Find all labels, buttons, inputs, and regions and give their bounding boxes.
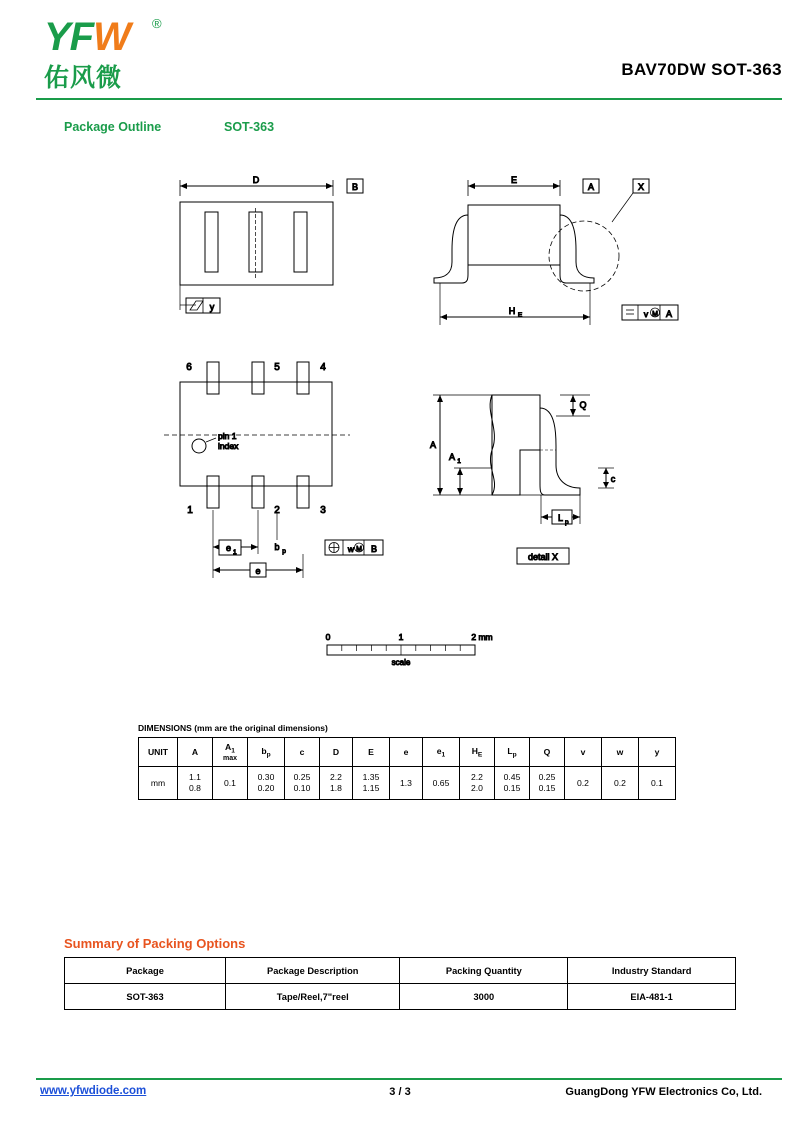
svg-text:y: y <box>209 302 215 312</box>
svg-text:e: e <box>226 543 232 553</box>
svg-text:A: A <box>665 309 673 319</box>
footer-website-link[interactable]: www.yfwdiode.com <box>40 1085 147 1097</box>
package-outline-drawing <box>0 150 800 690</box>
col-package-description: Package Description <box>226 958 400 984</box>
svg-text:index: index <box>218 441 239 451</box>
svg-text:3: 3 <box>320 505 326 516</box>
svg-text:c: c <box>610 474 616 484</box>
col-package: Package <box>65 958 226 984</box>
col-packing-quantity: Packing Quantity <box>400 958 568 984</box>
cell-package: SOT-363 <box>65 984 226 1010</box>
col-c: c <box>285 738 320 767</box>
svg-text:2: 2 <box>274 505 280 516</box>
page-header <box>36 14 782 94</box>
svg-text:1: 1 <box>233 549 237 556</box>
col-lp: $L_p$ <box>495 738 530 767</box>
cell-e: 1.35 1.15 <box>353 767 390 800</box>
svg-text:1: 1 <box>187 505 193 516</box>
col-bp: $b_p$ <box>248 738 285 767</box>
svg-text:detail X: detail X <box>527 552 559 562</box>
footer-page-number: 3 / 3 <box>389 1086 411 1098</box>
package-outline-value: SOT-363 <box>224 120 275 134</box>
dimensions-caption: DIMENSIONS (mm are the original dimensions) <box>138 723 328 733</box>
company-logo <box>36 14 196 92</box>
svg-text:H: H <box>508 306 516 316</box>
svg-text:X: X <box>637 182 645 192</box>
cell-description: Tape/Reel,7"reel <box>226 984 400 1010</box>
col-e-pitch: e <box>390 738 423 767</box>
col-industry-standard: Industry Standard <box>568 958 736 984</box>
svg-text:M: M <box>652 311 658 318</box>
table-header-row <box>65 958 736 984</box>
cell-standard: EIA-481-1 <box>568 984 736 1010</box>
col-a1-max: $A_1$ max <box>213 738 248 767</box>
svg-text:pin 1: pin 1 <box>218 431 237 441</box>
registered-trademark-icon: ® <box>152 16 162 31</box>
col-q: Q <box>530 738 565 767</box>
svg-text:M: M <box>356 546 362 553</box>
package-outline-label: Package Outline <box>64 120 162 134</box>
footer-divider <box>36 1078 782 1080</box>
svg-text:E: E <box>510 175 518 185</box>
cell-he: 2.2 2.0 <box>460 767 495 800</box>
svg-text:0: 0 <box>325 632 331 642</box>
svg-text:E: E <box>517 312 523 319</box>
svg-text:p: p <box>565 519 569 526</box>
cell-unit: mm <box>139 767 178 800</box>
table-header-row <box>139 738 676 767</box>
col-w: w <box>602 738 639 767</box>
page-title: BAV70DW SOT-363 <box>621 60 782 79</box>
col-e1: $e_1$ <box>423 738 460 767</box>
col-e: E <box>353 738 390 767</box>
table-row <box>65 984 736 1010</box>
svg-text:A: A <box>448 452 456 462</box>
cell-bp: 0.30 0.20 <box>248 767 285 800</box>
svg-text:scale: scale <box>391 658 411 667</box>
cell-a: 1.1 0.8 <box>178 767 213 800</box>
svg-text:B: B <box>370 544 378 554</box>
cell-q: 0.25 0.15 <box>530 767 565 800</box>
svg-text:L: L <box>558 513 564 523</box>
svg-text:1: 1 <box>398 632 404 642</box>
svg-text:A: A <box>587 182 595 192</box>
svg-text:e: e <box>255 566 261 576</box>
svg-text:b: b <box>274 542 280 552</box>
packing-options-table <box>64 957 736 1010</box>
table-row <box>139 767 676 800</box>
col-a: A <box>178 738 213 767</box>
svg-text:2 mm: 2 mm <box>471 632 493 642</box>
dimensions-table <box>138 737 676 800</box>
cell-lp: 0.45 0.15 <box>495 767 530 800</box>
col-v: v <box>565 738 602 767</box>
cell-quantity: 3000 <box>400 984 568 1010</box>
header-divider <box>36 98 782 100</box>
footer-company-name: GuangDong YFW Electronics Co, Ltd. <box>565 1086 762 1098</box>
cell-y: 0.1 <box>639 767 676 800</box>
cell-c: 0.25 0.10 <box>285 767 320 800</box>
svg-text:A: A <box>429 440 437 450</box>
svg-text:4: 4 <box>320 362 326 373</box>
cell-v: 0.2 <box>565 767 602 800</box>
logo-chinese-name: 佑风微 <box>44 63 123 92</box>
svg-text:v: v <box>643 309 649 319</box>
svg-text:6: 6 <box>186 362 192 373</box>
svg-text:p: p <box>282 548 286 555</box>
logo-wordmark: YFW <box>44 15 130 59</box>
cell-e-pitch: 1.3 <box>390 767 423 800</box>
cell-d: 2.2 1.8 <box>320 767 353 800</box>
col-y: y <box>639 738 676 767</box>
col-he: $H_E$ <box>460 738 495 767</box>
svg-text:1: 1 <box>457 458 461 465</box>
col-unit: UNIT <box>139 738 178 767</box>
col-d: D <box>320 738 353 767</box>
cell-e1: 0.65 <box>423 767 460 800</box>
cell-a1-max: 0.1 <box>213 767 248 800</box>
svg-text:5: 5 <box>274 362 280 373</box>
summary-heading: Summary of Packing Options <box>64 936 246 951</box>
svg-text:w: w <box>347 544 355 554</box>
svg-text:Q: Q <box>579 400 587 410</box>
svg-text:B: B <box>351 182 359 192</box>
cell-w: 0.2 <box>602 767 639 800</box>
svg-text:D: D <box>252 175 260 185</box>
